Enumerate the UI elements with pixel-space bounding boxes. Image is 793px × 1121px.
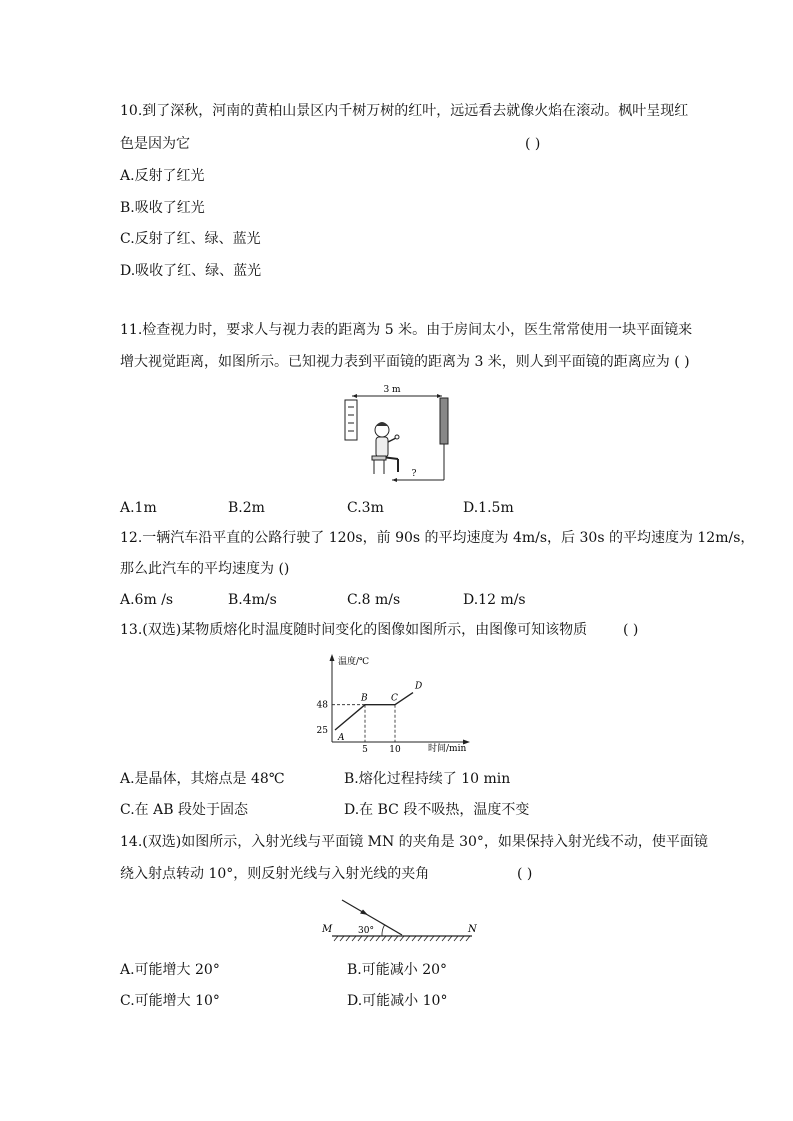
q11-option-d: D.1.5m [463,500,514,516]
q10-option-a: A.反射了红光 [120,168,205,184]
q11-text-line1: 11.检查视力时，要求人与视力表的距离为 5 米。由于房间太小，医生常常使用一块平面镜来 [120,322,693,338]
point-label-c: C [391,693,398,704]
eye-chart [345,400,357,440]
q11-option-a: A.1m [120,500,157,516]
q14-text-line2: 绕入射点转动 10°，则反射光线与入射光线的夹角 [120,866,430,882]
q10-option-d: D.吸收了红、绿、蓝光 [120,263,262,279]
q13-option-b: B.熔化过程持续了 10 min [344,771,511,787]
x-tick-label: 5 [362,745,368,755]
label-m: M [322,924,333,935]
q12-option-c: C.8 m/s [347,592,401,608]
y-tick-label: 48 [316,700,328,711]
q13-text-line1: 13.(双选)某物质熔化时温度随时间变化的图像如图所示，由图像可知该物质 [120,622,588,638]
q10-text-line1: 10.到了深秋，河南的黄柏山景区内千树万树的红叶，远远看去就像火焰在滚动。枫叶呈现红 [120,103,689,119]
label-n: N [468,924,477,935]
q10-answer-paren: ( ) [525,136,541,152]
q12-option-a: A.6m /s [120,592,174,608]
y-axis-label: 温度/℃ [338,657,370,667]
q11-option-b: B.2m [228,500,265,516]
q11-option-c: C.3m [347,500,384,516]
question-label: ? [411,469,417,479]
q12-text-line1: 12.一辆汽车沿平直的公路行驶了 120s，前 90s 的平均速度为 4m/s，后 30s 的平均速度为 12m/s， [120,530,755,546]
q14-option-b: B.可能减小 20° [347,962,448,978]
q10-option-c: C.反射了红、绿、蓝光 [120,231,261,247]
q10-text-line2: 色是因为它 [120,136,190,152]
q10-option-b: B.吸收了红光 [120,200,205,216]
q14-mirror-figure [318,894,484,946]
q13-option-c: C.在 AB 段处于固态 [120,802,248,818]
q14-text-line1: 14.(双选)如图所示，入射光线与平面镜 MN 的夹角是 30°，如果保持入射光线不动，使平面镜 [120,834,708,850]
point-label-b: B [361,693,368,704]
plane-mirror [440,398,448,444]
y-tick-label: 25 [316,726,328,736]
q13-option-d: D.在 BC 段不吸热，温度不变 [344,802,530,818]
point-label-d: D [415,681,423,692]
q12-option-b: B.4m/s [228,592,277,608]
melting-graph [300,650,490,760]
q11-eye-test-figure [330,380,460,490]
q14-option-a: A.可能增大 20° [120,962,220,978]
ray-arrow-icon [360,910,368,916]
x-axis-label: 时间/min [428,744,467,754]
q14-option-d: D.可能减小 10° [347,993,448,1009]
angle-label: 30° [358,926,374,936]
q13-option-a: A.是晶体，其熔点是 48℃ [120,771,285,787]
point-label-a: A [338,733,345,743]
q14-option-c: C.可能增大 10° [120,993,220,1009]
mirror-hatching [334,936,470,941]
angle-arc [382,925,385,936]
x-tick-label: 10 [389,745,401,755]
q12-option-d: D.12 m/s [463,592,526,608]
q14-answer-paren: ( ) [517,866,533,882]
distance-label: 3 m [383,385,401,395]
q11-text-line2: 增大视觉距离，如图所示。已知视力表到平面镜的距离为 3 米，则人到平面镜的距离应为 ( ) [120,354,690,370]
q12-text-line2: 那么此汽车的平均速度为 () [120,561,290,577]
q13-answer-paren: ( ) [623,622,639,638]
series-line [335,693,413,730]
